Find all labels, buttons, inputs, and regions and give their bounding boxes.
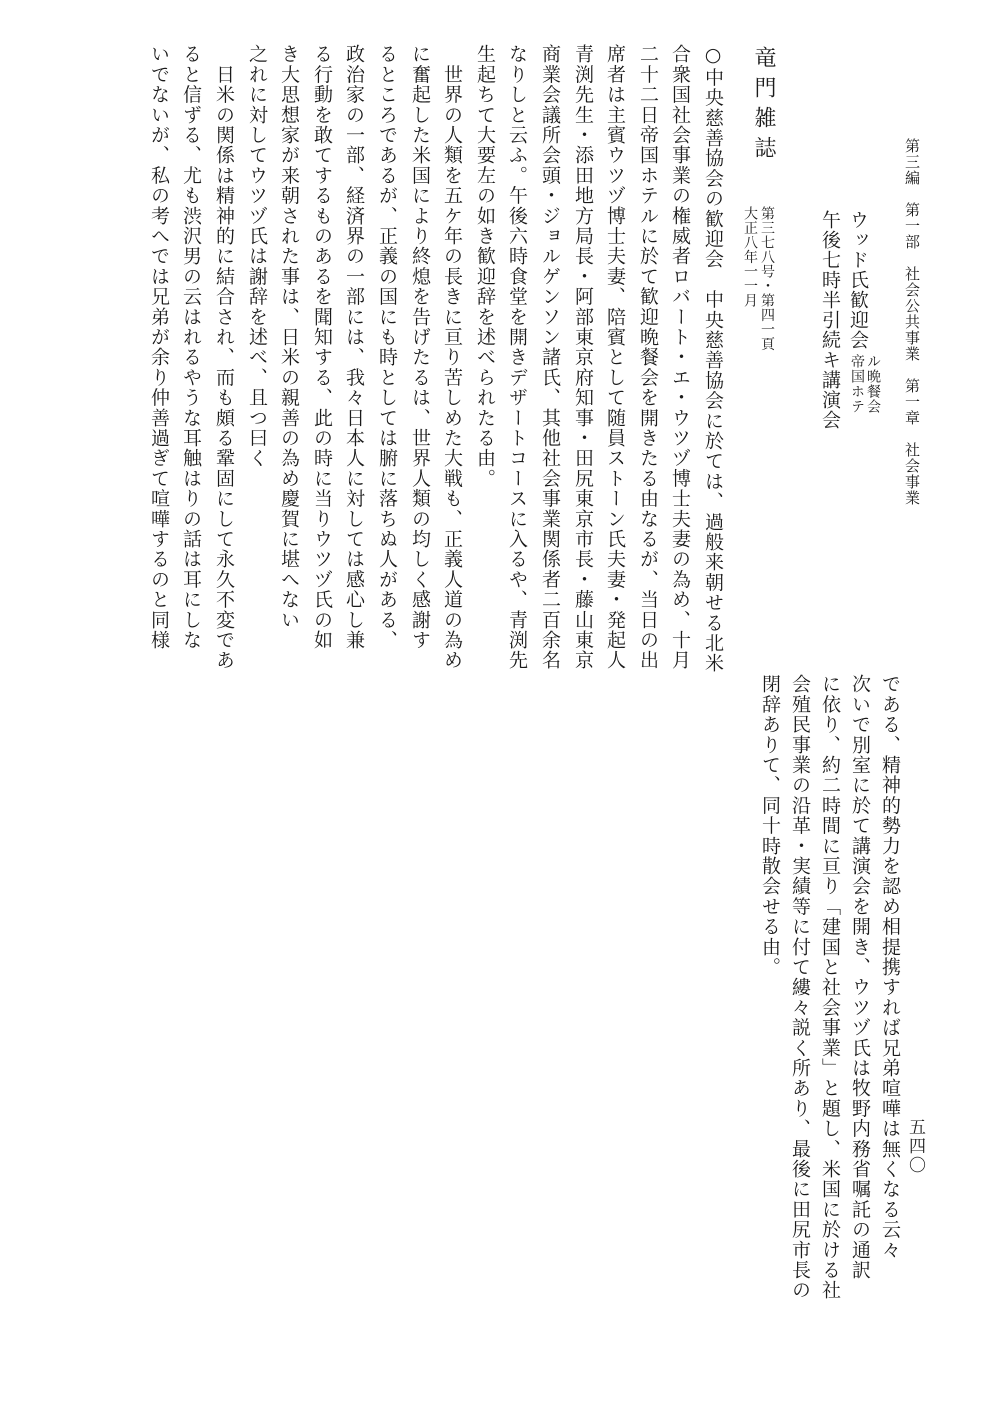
body-line: に奮起した米国により終熄を告げたるは、世界人類の均しく感謝す — [409, 44, 431, 651]
running-header: 第三編 第一部 社会公共事業 第一章 社会事業 — [903, 138, 921, 506]
body-line: き大思想家が来朝された事は、日米の親善の為め慶賀に堪へない — [278, 44, 300, 630]
continuation-line: 次いで別室に於て講演会を開き、ウツヅ氏は牧野内務省嘱託の通訳 — [849, 674, 871, 1280]
continuation-line: である、精神的勢力を認め相提携すれば兄弟喧嘩は無くなる云々 — [879, 674, 901, 1260]
article-subtitle: 午後七時半引続キ講演会 — [819, 210, 841, 430]
body-line: 生起ちて大要左の如き歓迎辞を述べられたる由。 — [474, 44, 496, 489]
body-line: 世界の人類を五ケ年の長きに亘り苦しめた大戦も、正義人道の為め — [441, 44, 463, 671]
body-line: 合衆国社会事業の権威者ロバート・エ・ウツヅ博士夫妻の為め、十月 — [669, 44, 691, 671]
source-title: 竜門雑誌 — [751, 46, 776, 166]
body-line: 青渕先生・添田地方局長・阿部東京府知事・田尻東京市長・藤山東京 — [572, 44, 594, 671]
body-line: る行動を敢てするものあるを聞知する、此の時に当りウツヅ氏の如 — [311, 44, 333, 651]
body-line: るところであるが、正義の国にも時としては腑に落ちぬ人がある、 — [376, 44, 398, 650]
article-title — [847, 210, 881, 440]
continuation-line: 会殖民事業の沿革・実績等に付て縷々説く所あり、最後に田尻市長の — [789, 674, 811, 1301]
article-title-main: ウッド氏歓迎会 — [847, 210, 869, 350]
body-line: なりしと云ふ。午後六時食堂を開きデザートコースに入るや、青渕先 — [506, 44, 528, 671]
source-note-line-1: 第三七八号・第四一頁 — [759, 206, 775, 351]
source-note-line-2: 大正八年一一月 — [742, 206, 758, 308]
body-line: ○中央慈善協会の歓迎会 中央慈善協会に於ては、過般来朝せる北米 — [702, 44, 724, 674]
body-line: ると信ずる、尤も渋沢男の云はれるやうな耳触はりの話は耳にしな — [180, 44, 202, 650]
title-note-line-2: ル晩餐会 — [865, 354, 881, 414]
body-line: 日米の関係は精神的に結合され、而も頗る鞏固にして永久不変であ — [213, 44, 235, 671]
body-line: 二十二日帝国ホテルに於て歓迎晩餐会を開きたる由なるが、当日の出 — [637, 44, 659, 671]
page-number: 五四〇 — [905, 1118, 925, 1175]
body-line: 政治家の一部、経済界の一部には、我々日本人に対しては感心し兼 — [343, 44, 365, 650]
body-line: 之れに対してウツヅ氏は謝辞を述べ、且つ曰く — [246, 44, 268, 469]
body-line: いでないが、私の考へでは兄弟が余り仲善過ぎて喧嘩するのと同様 — [148, 44, 170, 650]
continuation-line: に依り、約二時間に亘り「建国と社会事業」と題し、米国に於ける社 — [819, 674, 841, 1301]
title-note-line-1: 帝国ホテ — [849, 354, 865, 414]
body-line: 商業会議所会頭・ジョルゲンソン諸氏、其他社会事業関係者二百余名 — [539, 44, 561, 671]
continuation-line: 閉辞ありて、同十時散会せる由。 — [759, 674, 781, 977]
body-line: 席者は主賓ウツヅ博士夫妻、陪賓として随員ストーン氏夫妻・発起人 — [604, 44, 626, 671]
